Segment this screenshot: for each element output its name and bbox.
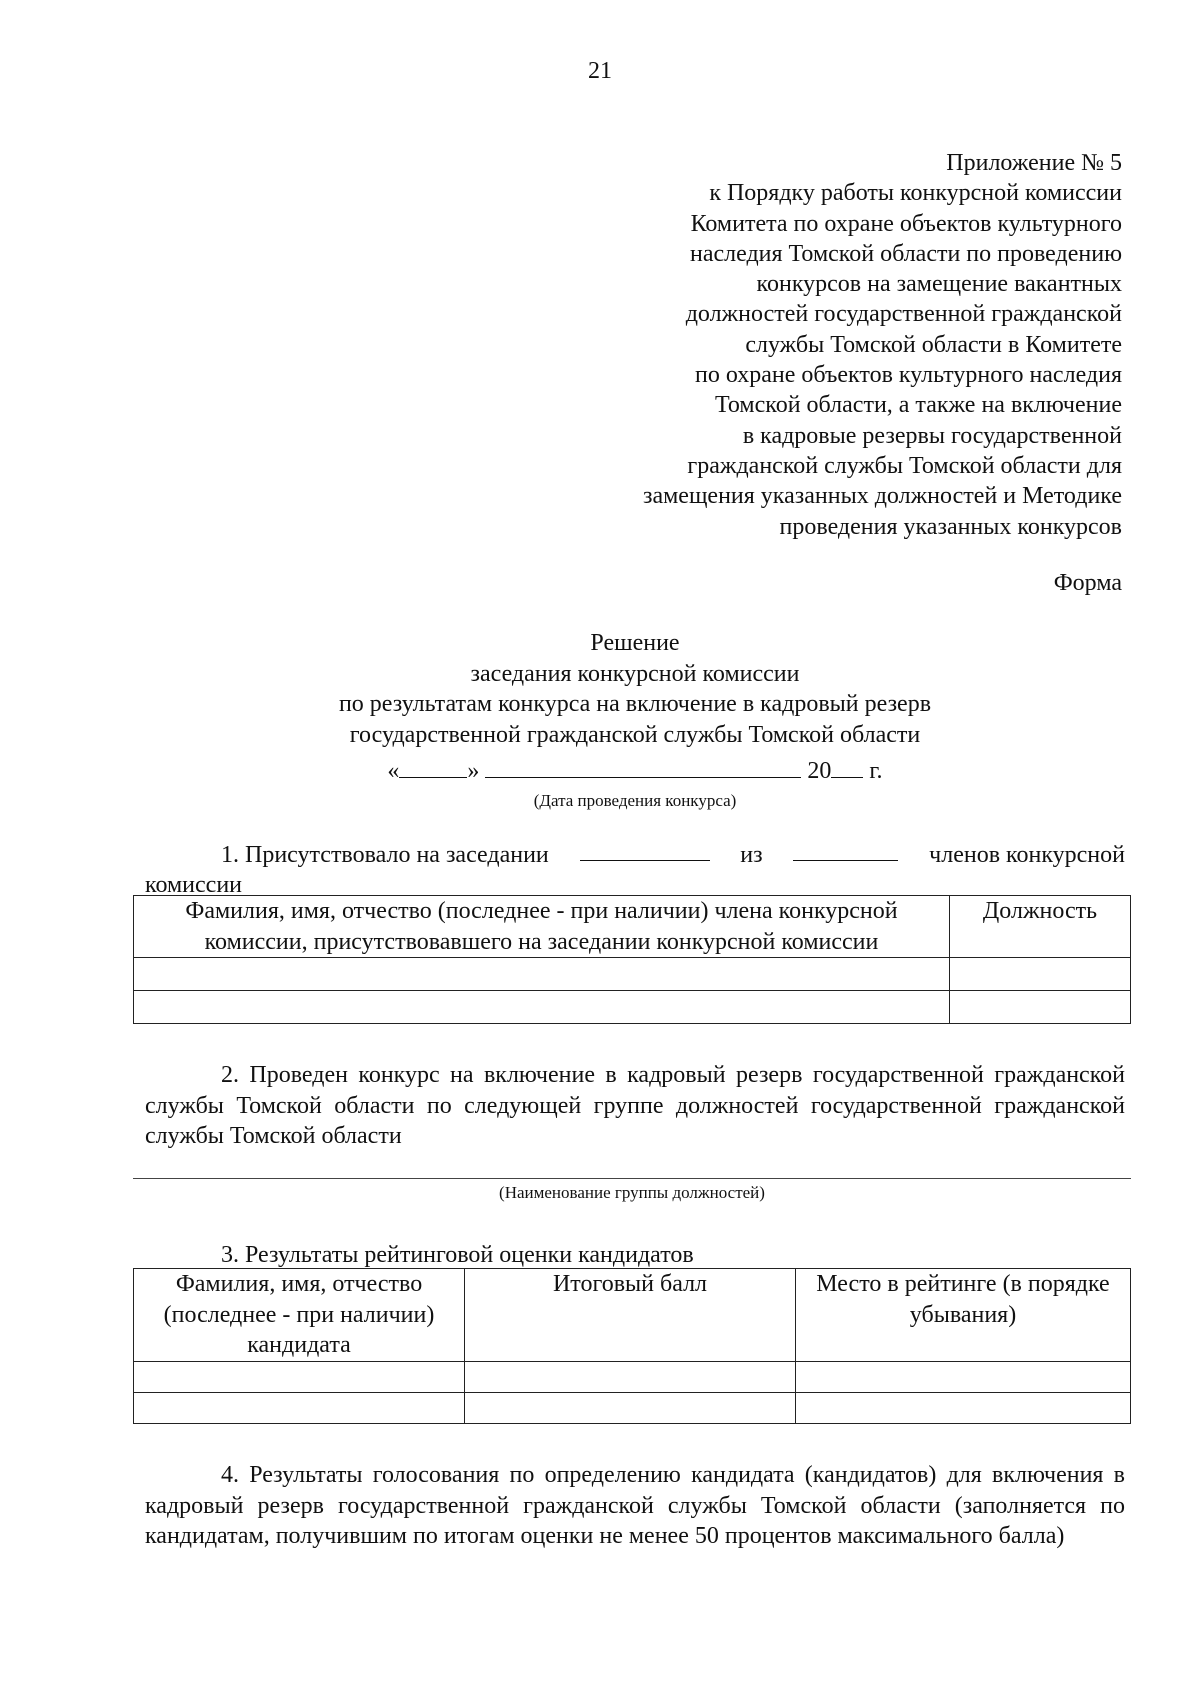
table-cell[interactable]	[465, 1392, 796, 1423]
table-cell[interactable]	[950, 991, 1131, 1024]
day-blank[interactable]	[399, 755, 467, 778]
appendix-line: Комитета по охране объектов культурного	[690, 210, 1122, 237]
section3-heading-text: 3. Результаты рейтинговой оценки кандидатов	[221, 1242, 694, 1268]
date-close-quote: »	[467, 758, 480, 784]
section1-part-c: членов конкурсной	[929, 842, 1125, 868]
appendix-line: к Порядку работы конкурсной комиссии	[709, 180, 1122, 207]
table-row	[134, 1361, 1131, 1392]
title-line: Решение	[590, 630, 680, 656]
rating-table	[133, 1268, 1131, 1424]
members-table	[133, 895, 1131, 1024]
section3-heading	[145, 1240, 1125, 1271]
table-cell[interactable]	[134, 991, 950, 1024]
table-header-row	[134, 1269, 1131, 1362]
appendix-line: замещения указанных должностей и Методике	[642, 483, 1122, 510]
year-blank[interactable]	[831, 755, 863, 778]
appendix-line: службы Томской области в Комитете	[745, 331, 1122, 358]
appendix-header	[502, 148, 1122, 542]
section1-part-a: 1. Присутствовало на заседании	[221, 842, 549, 868]
position-group-caption: (Наименование группы должностей)	[499, 1183, 765, 1202]
total-members-blank[interactable]	[793, 840, 898, 861]
table-cell[interactable]	[796, 1361, 1131, 1392]
section1-part-d: комиссии	[145, 872, 243, 898]
present-count-blank[interactable]	[580, 840, 710, 861]
table-cell[interactable]	[134, 958, 950, 991]
table-row	[134, 1392, 1131, 1423]
appendix-line: Приложение № 5	[946, 150, 1122, 176]
table-cell[interactable]	[465, 1361, 796, 1392]
candidate-name-header: Фамилия, имя, отчество (последнее - при наличии) кандидата	[134, 1269, 465, 1362]
date-open-quote: «	[387, 758, 400, 784]
section1-part-b: из	[740, 842, 763, 868]
members-name-header: Фамилия, имя, отчество (последнее - при наличии) члена конкурсной комиссии, присутствовавшего на заседании конкурсной комиссии	[134, 896, 950, 958]
title-line: государственной гражданской службы Томской области	[349, 721, 921, 748]
appendix-line: наследия Томской области по проведению	[690, 240, 1122, 267]
section2-body: 2. Проведен конкурс на включение в кадровый резерв государственной гражданской службы Томской области по следующей группе должностей государственной гражданской службы Томской области	[145, 1062, 1125, 1149]
form-label: Форма	[1053, 570, 1122, 596]
total-score-header: Итоговый балл	[465, 1269, 796, 1362]
section1-text	[145, 840, 1125, 900]
year-suffix: г.	[869, 758, 883, 784]
members-position-header: Должность	[950, 896, 1131, 958]
appendix-line: должностей государственной гражданской	[685, 301, 1122, 328]
table-header-row	[134, 896, 1131, 958]
section4-text	[145, 1460, 1125, 1552]
table-row	[134, 991, 1131, 1024]
date-caption: (Дата проведения конкурса)	[533, 791, 737, 810]
section4-body: 4. Результаты голосования по определению кандидата (кандидатов) для включения в кадровый резерв государственной гражданской службы Томской области (заполняется по кандидатам, получившим по итогам оценки не менее 50 процентов максимального балла)	[145, 1462, 1125, 1549]
meeting-date-line	[0, 755, 1200, 785]
document-title	[0, 628, 1200, 750]
table-cell[interactable]	[950, 958, 1131, 991]
table-cell[interactable]	[134, 1392, 465, 1423]
table-cell[interactable]	[796, 1392, 1131, 1423]
appendix-line: по охране объектов культурного наследия	[694, 362, 1122, 389]
page-number: 21	[588, 58, 612, 84]
title-line: заседания конкурсной комиссии	[470, 660, 800, 687]
appendix-line: проведения указанных конкурсов	[779, 513, 1122, 540]
table-cell[interactable]	[134, 1361, 465, 1392]
section2-text	[145, 1060, 1125, 1152]
appendix-line: в кадровые резервы государственной	[742, 422, 1122, 449]
appendix-line: Томской области, а также на включение	[715, 392, 1122, 419]
year-prefix: 20	[807, 758, 832, 784]
appendix-line: конкурсов на замещение вакантных	[756, 271, 1122, 298]
month-blank[interactable]	[485, 755, 801, 778]
title-line: по результатам конкурса на включение в кадровый резерв	[338, 691, 932, 717]
appendix-line: гражданской службы Томской области для	[687, 452, 1122, 479]
table-row	[134, 958, 1131, 991]
rating-place-header: Место в рейтинге (в порядке убывания)	[796, 1269, 1131, 1362]
position-group-line[interactable]	[133, 1178, 1131, 1179]
